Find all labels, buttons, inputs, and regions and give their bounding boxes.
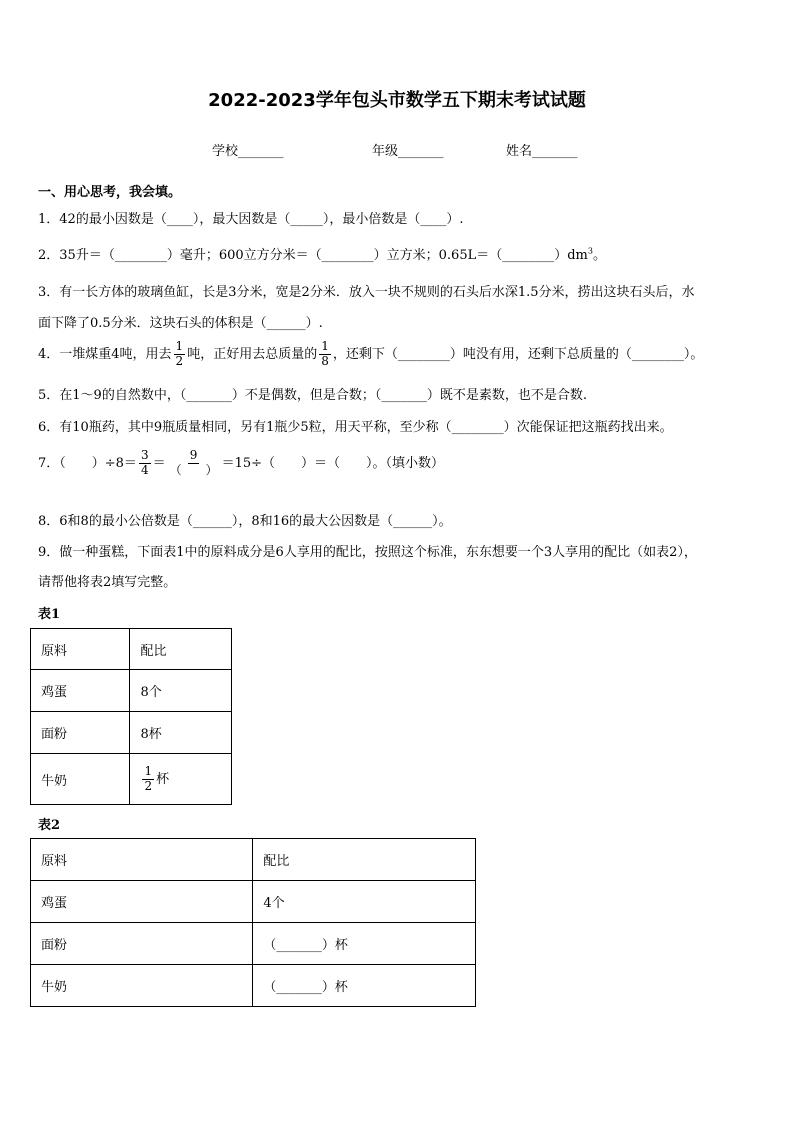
table-cell: 4个 <box>253 881 476 923</box>
table-2-label: 表2 <box>38 818 61 833</box>
table-cell: 鸡蛋 <box>31 881 253 923</box>
denominator: （ ） <box>169 462 218 477</box>
question-1: 1．42的最小因数是（____），最大因数是（_____），最小倍数是（____）. <box>38 212 464 227</box>
table-cell: 鸡蛋 <box>31 670 130 712</box>
numerator: 3 <box>140 448 149 462</box>
table-cell: 牛奶 <box>31 965 253 1007</box>
table-1 <box>30 628 232 805</box>
table-cell: 面粉 <box>31 712 130 754</box>
q7-part-b: ＝15÷（ ）＝（ ）。（填小数） <box>221 455 445 471</box>
table-row <box>31 629 232 670</box>
numerator: 1 <box>175 339 184 353</box>
name-field: 姓名_______ <box>506 144 578 159</box>
fraction <box>174 340 186 369</box>
table-cell: 原料 <box>31 839 253 881</box>
question-6: 6．有10瓶药，其中9瓶质量相同，另有1瓶少5粒，用天平称，至少称（________）次能保证把这瓶药找出来。 <box>38 420 673 435</box>
question-8: 8．6和8的最小公倍数是（______），8和16的最大公因数是（______）。 <box>38 514 452 529</box>
table-row <box>31 881 476 923</box>
denominator: 8 <box>321 353 329 368</box>
numerator: 1 <box>144 763 153 778</box>
table-row <box>31 839 476 881</box>
question-9-line-1: 9．做一种蛋糕，下面表1中的原料成分是6人享用的配比，按照这个标准，东东想要一个3人享用的配比（如表2）， <box>38 545 697 560</box>
table-row <box>31 923 476 965</box>
section-heading: 一、用心思考，我会填。 <box>38 185 182 200</box>
table-row <box>31 965 476 1007</box>
table-cell: （_______）杯 <box>253 923 476 965</box>
question-9-line-2: 请帮他将表2填写完整。 <box>38 575 177 590</box>
question-2 <box>38 244 606 263</box>
table-1-label: 表1 <box>38 607 61 622</box>
fraction <box>319 340 331 369</box>
numerator: 9 <box>189 448 198 462</box>
table-cell: 8杯 <box>130 712 232 754</box>
table-cell: 8个 <box>130 670 232 712</box>
question-7 <box>38 449 444 478</box>
q7-part-a: 7．（ ）÷8＝ <box>38 455 137 471</box>
table-cell: 牛奶 <box>31 754 130 805</box>
fraction <box>168 449 220 478</box>
q4-part-b: 吨，正好用去总质量的 <box>187 346 318 362</box>
fraction <box>142 765 154 794</box>
q4-part-a: 4．一堆煤重4吨，用去 <box>38 346 172 362</box>
numerator: 1 <box>321 339 329 353</box>
table-row <box>31 712 232 754</box>
table-cell: （_______）杯 <box>253 965 476 1007</box>
denominator: 4 <box>140 462 149 477</box>
table-cell: 配比 <box>130 629 232 670</box>
table-2 <box>30 838 476 1007</box>
q2-sup: 3 <box>587 246 593 256</box>
q7-equals: ＝ <box>152 455 166 471</box>
denominator: 2 <box>144 778 153 793</box>
q4-part-c: ，还剩下（________）吨没有用，还剩下总质量的（________）。 <box>332 346 704 362</box>
question-4 <box>38 340 703 369</box>
page-title: 2022-2023学年包头市数学五下期末考试试题 <box>208 90 586 111</box>
fraction <box>139 449 151 478</box>
table-cell: 原料 <box>31 629 130 670</box>
denominator: 2 <box>175 353 184 368</box>
q2-part-b: 0.65L＝（________）dm <box>438 248 588 263</box>
table-cell: 面粉 <box>31 923 253 965</box>
question-5: 5．在1～9的自然数中，（_______）不是偶数，但是合数；（_______）既不是素数，也不是合数. <box>38 388 587 403</box>
table-row <box>31 754 232 805</box>
q2-part-c: 。 <box>592 248 606 263</box>
q2-part-a: 2．35升＝（________）毫升；600立方分米＝（________）立方米； <box>38 248 439 263</box>
table-cell: 配比 <box>253 839 476 881</box>
table-cell <box>130 754 232 805</box>
table-row <box>31 670 232 712</box>
question-3-line-2: 面下降了0.5分米．这块石头的体积是（______）. <box>38 316 323 331</box>
question-3-line-1: 3．有一长方体的玻璃鱼缸，长是3分米，宽是2分米．放入一块不规则的石头后水深1.5分米，捞出这块石头后，水 <box>38 285 695 300</box>
school-field: 学校_______ <box>212 144 284 159</box>
unit-label: 杯 <box>156 771 170 787</box>
grade-field: 年级_______ <box>372 144 444 159</box>
